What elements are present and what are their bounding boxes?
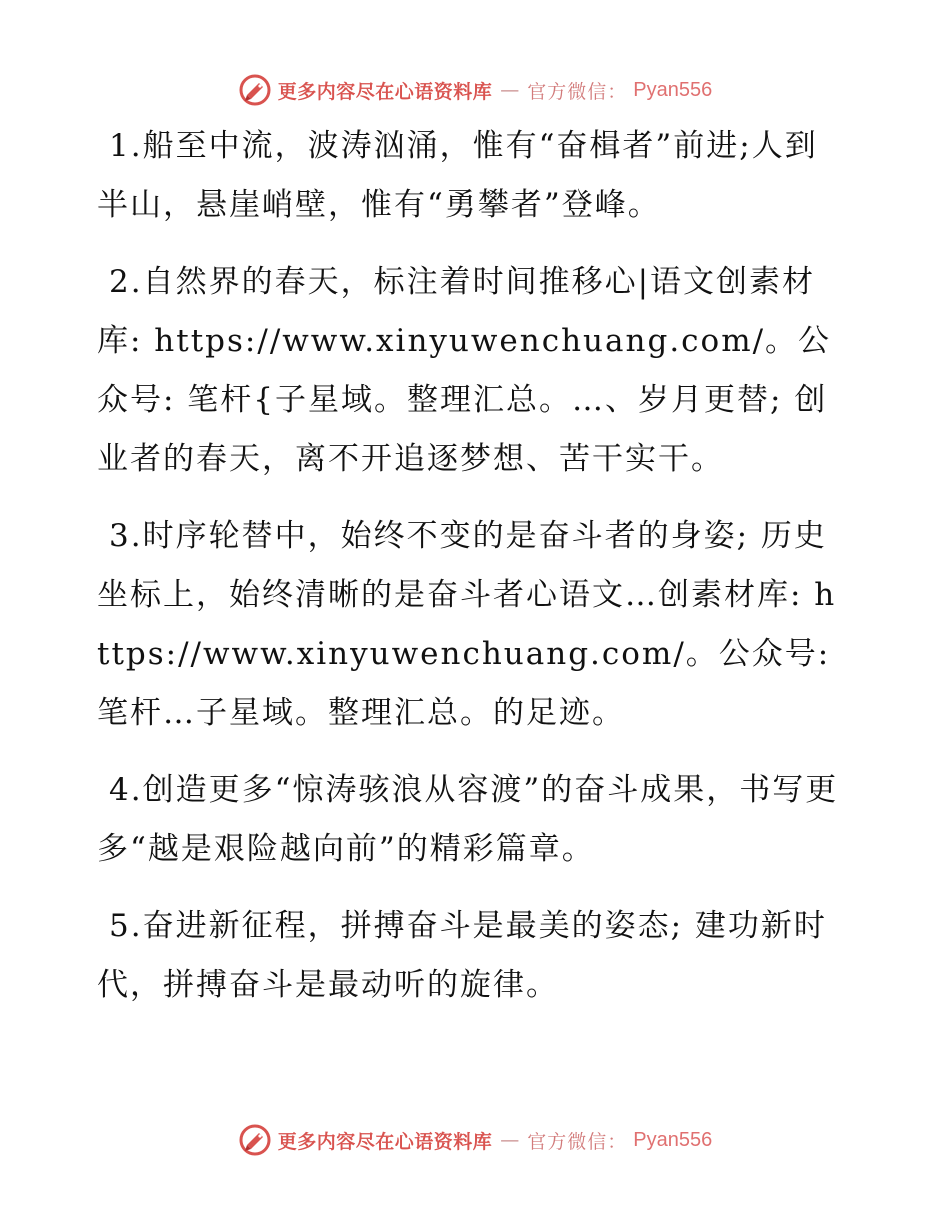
header-official-label: 官方微信： bbox=[527, 80, 628, 103]
footer-official-label: 官方微信： bbox=[527, 1130, 628, 1153]
header-brand-text: 更多内容尽在心语资料库 bbox=[277, 80, 493, 103]
paragraph-1: 1.船至中流，波涛汹涌，惟有“奋楫者”前进;人到半山，悬崖峭壁，惟有“勇攀者”登峰。 bbox=[97, 128, 818, 223]
pen-logo-icon bbox=[238, 1123, 272, 1157]
paragraph-3: 3.时序轮替中，始终不变的是奋斗者的身姿; 历史坐标上，始终清晰的是奋斗者心语文…创素材库: https://www.xinyuwenchuang.com/。公众号: 笔杆…子星域。整理汇总。的足迹。 bbox=[97, 518, 843, 731]
paragraph-2: 2.自然界的春天，标注着时间推移心|语文创素材库: https://www.xinyuwenchuang.com/。公众号: 笔杆{子星域。整理汇总。…、岁月更替; 创业者的春天，离不开追逐梦想、苦干实干。 bbox=[97, 264, 832, 477]
footer-brand bbox=[238, 1123, 713, 1157]
header-wechat-id: Pyan556 bbox=[633, 78, 713, 101]
header-brand bbox=[238, 73, 713, 107]
paragraph-4: 4.创造更多“惊涛骇浪从容渡”的奋斗成果，书写更多“越是艰险越向前”的精彩篇章。 bbox=[97, 772, 839, 867]
footer-wechat-id: Pyan556 bbox=[633, 1128, 713, 1151]
footer-brand-text: 更多内容尽在心语资料库 bbox=[277, 1130, 493, 1153]
footer-watermark bbox=[0, 1120, 950, 1160]
document-body bbox=[97, 117, 842, 1033]
header-watermark bbox=[0, 70, 950, 110]
paragraph-5: 5.奋进新征程，拼搏奋斗是最美的姿态; 建功新时代，拼搏奋斗是最动听的旋律。 bbox=[97, 908, 827, 1003]
pen-logo-icon bbox=[238, 73, 272, 107]
footer-brand-dash: — bbox=[500, 1129, 520, 1151]
header-brand-dash: — bbox=[500, 79, 520, 101]
